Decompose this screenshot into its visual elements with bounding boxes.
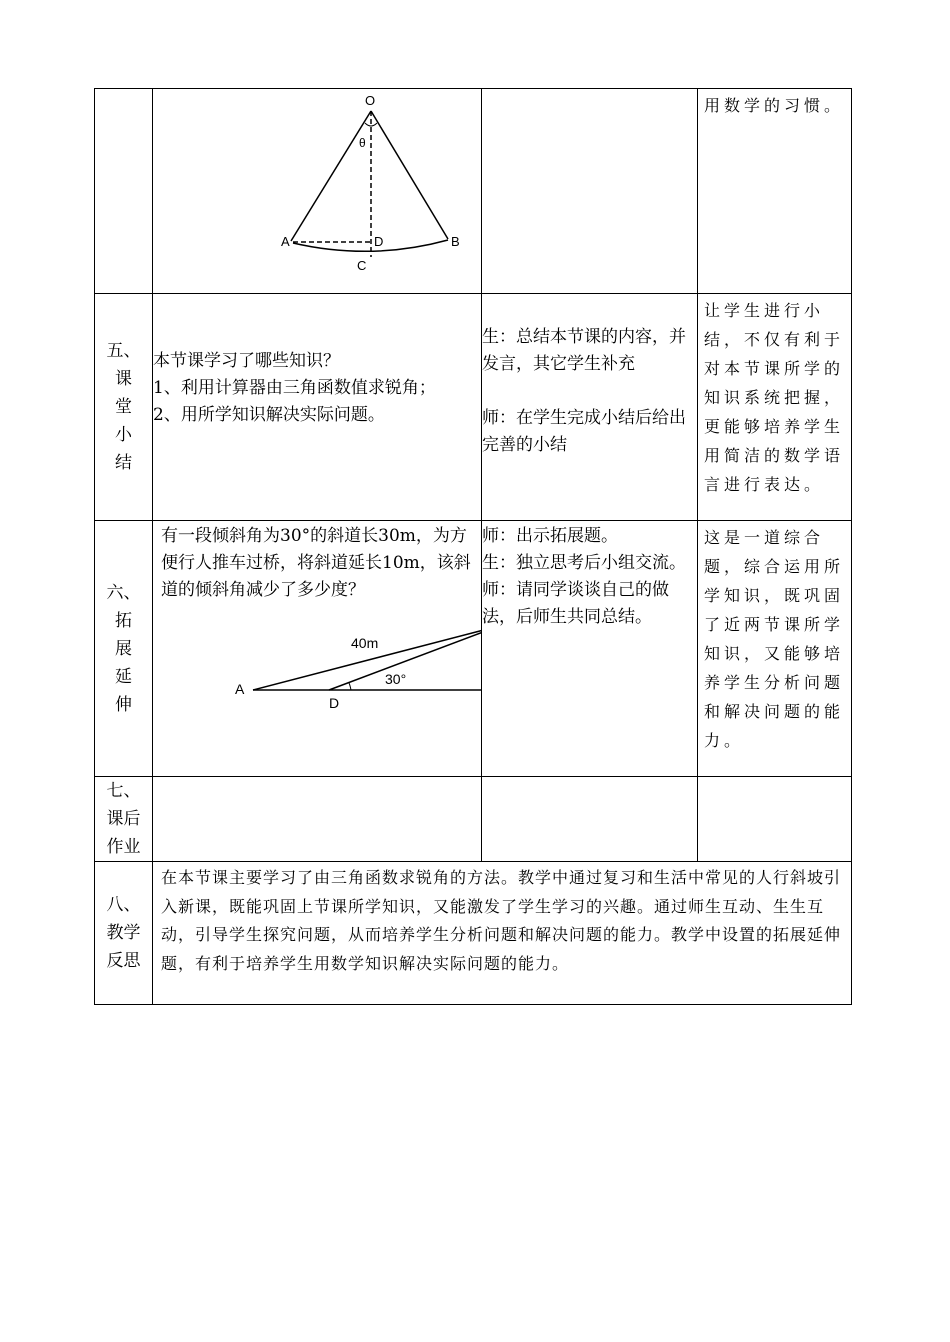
activity-cell (482, 521, 698, 777)
segment-oa (291, 111, 371, 241)
section-label-line: 课 (115, 369, 132, 389)
note-cell (698, 294, 852, 521)
label-o: O (365, 93, 376, 108)
content-cell (153, 294, 482, 521)
section-cell-empty (95, 89, 153, 294)
lesson-plan-table (94, 88, 852, 1005)
activity-cell-empty (482, 89, 698, 294)
label-theta: θ (359, 136, 366, 150)
section-label-line: 堂 (115, 397, 132, 417)
diagram-cell (153, 89, 482, 294)
reflection-text: 在本节课主要学习了由三角函数求锐角的方法。教学中通过复习和生活中常见的人行斜坡引入新课，既能巩固上节课所学知识，又能激发了学生学习的兴趣。通过师生互动、生生互动，引导学生探究问题，从而培养学生分析问题和解决问题的能力。教学中设置的拓展延伸题，有利于培养学生用数学知识解决实际问题的能力。 (161, 868, 842, 973)
label-angle: 30° (385, 671, 407, 687)
note-cell (698, 89, 852, 294)
section-label-line: 课后 (106, 809, 141, 829)
section-label-line: 反思 (106, 951, 141, 971)
label-a: A (235, 681, 245, 697)
reflection-cell (153, 862, 852, 1005)
section-label-line: 六、 (106, 582, 141, 603)
section-label-cell (95, 294, 153, 521)
label-b: B (451, 234, 460, 249)
extension-problem: 有一段倾斜角为30°的斜道长30m，为方便行人推车过桥，将斜道延长10m，该斜道的倾斜角减少了多少度？ (161, 526, 471, 600)
summary-question: 本节课学习了哪些知识？ (153, 351, 340, 371)
section-label-line: 小 (115, 425, 132, 445)
note-cell (698, 521, 852, 777)
table-row-reflection (95, 862, 852, 1005)
section-label-cell (95, 521, 153, 777)
section-label-line: 八、 (106, 895, 141, 915)
section-label-line: 结 (115, 453, 132, 473)
teacher-activity: 师：出示拓展题。 (482, 526, 618, 546)
slope-diagram (153, 604, 482, 714)
segment-ob (371, 111, 448, 239)
section-label-line: 教学 (106, 923, 141, 943)
table-row-extension (95, 521, 852, 777)
label-c: C (357, 258, 367, 273)
teacher-activity: 师：请同学谈谈自己的做法，后师生共同总结。 (482, 580, 669, 627)
table-row-diagram (95, 89, 852, 294)
label-length: 40m (351, 635, 379, 651)
student-activity: 生：独立思考后小组交流。 (482, 553, 686, 573)
section-label-line: 延 (115, 666, 132, 687)
section-label-cell (95, 862, 153, 1005)
section-label-line: 五、 (106, 341, 141, 361)
table-row-homework (95, 777, 852, 862)
teacher-activity: 师：在学生完成小结后给出完善的小结 (482, 408, 686, 455)
label-d: D (329, 695, 340, 711)
label-a: A (281, 234, 290, 249)
student-activity: 生：总结本节课的内容，并发言，其它学生补充 (482, 327, 686, 374)
section-label-line: 拓 (115, 610, 132, 631)
angle-30-arc (349, 683, 351, 690)
spacer (482, 378, 697, 405)
note-text: 让学生进行小结，不仅有利于对本节课所学的知识系统把握，更能够培养学生用简洁的数学语言进行表达。 (704, 301, 845, 494)
section-label-line: 伸 (115, 694, 132, 715)
pendulum-diagram (153, 89, 482, 289)
note-cell-empty (698, 777, 852, 862)
table-row-summary (95, 294, 852, 521)
summary-point-1: 1、利用计算器由三角函数值求锐角； (153, 378, 436, 398)
section-label-cell (95, 777, 153, 862)
section-label-line: 作业 (106, 837, 141, 857)
note-text: 这是一道综合题，综合运用所学知识，既巩固了近两节课所学知识，又能够培养学生分析问题和解决问题的能力。 (704, 528, 845, 750)
activity-cell (482, 294, 698, 521)
content-cell-empty (153, 777, 482, 862)
label-d: D (374, 234, 384, 249)
content-cell (153, 521, 482, 777)
section-label-line: 展 (115, 638, 132, 659)
activity-cell-empty (482, 777, 698, 862)
summary-point-2: 2、用所学知识解决实际问题。 (153, 405, 385, 425)
section-label-line: 七、 (106, 781, 141, 801)
note-text: 用数学的习惯。 (704, 96, 845, 115)
